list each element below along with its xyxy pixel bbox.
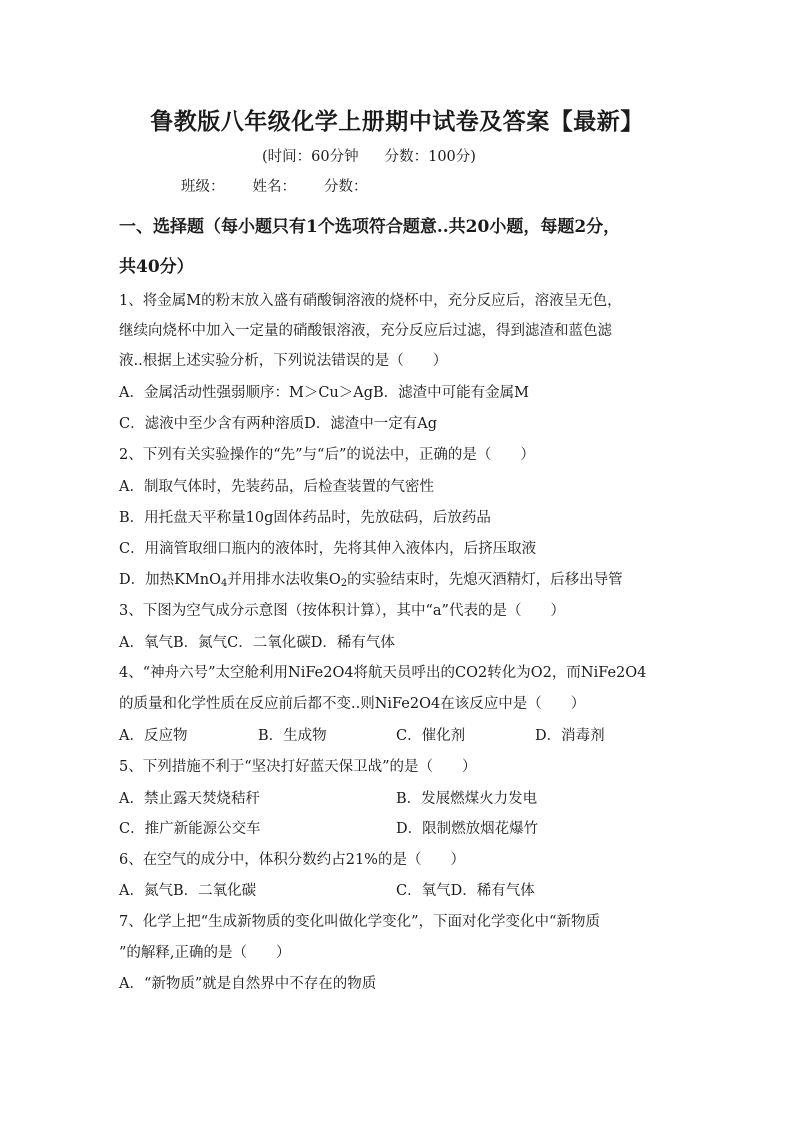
question-1-stem-line-1: 1、将金属M的粉末放入盛有硝酸铜溶液的烧杯中，充分反应后，溶液呈无色， [119, 293, 622, 309]
q6-options-ab: A．氮气B．二氧化碳 [119, 883, 257, 899]
section-heading-cont: 共40分） [119, 257, 194, 277]
q2-d-subscript-4: 4 [221, 578, 228, 589]
class-label: 班级： [181, 179, 225, 195]
question-3-stem: 3、下图为空气成分示意图（按体积计算），其中“a”代表的是（ ） [119, 603, 565, 619]
exam-time: (时间：60分钟 [262, 149, 359, 165]
question-6-stem: 6、在空气的成分中，体积分数约占21%的是（ ） [119, 852, 465, 868]
q5-option-b: B．发展燃煤火力发电 [396, 791, 538, 807]
score-label: 分数： [324, 179, 368, 195]
student-info-line [181, 175, 396, 196]
question-2-option-b: B．用托盘天平称量10g固体药品时，先放砝码，后放药品 [119, 510, 491, 526]
question-1-stem-line-3: 液..根据上述实验分析，下列说法错误的是（ ） [119, 353, 448, 369]
question-4-stem-line-1: 4、“神舟六号”太空舱利用NiFe2O4将航天员呼出的CO2转化为O2，而NiFe2O4 [119, 665, 647, 681]
question-2-option-a: A．制取气体时，先装药品，后检查装置的气密性 [119, 479, 434, 495]
question-1-options-ab: A．金属活动性强弱顺序：M＞Cu＞AgB．滤渣中可能有金属M [119, 385, 530, 401]
section-heading: 一、选择题（每小题只有1个选项符合题意..共20小题，每题2分， [119, 217, 621, 237]
q2-d-text-3: 的实验结束时，先熄灭酒精灯，后移出导管 [347, 572, 623, 588]
question-2-option-d [119, 571, 623, 593]
q4-option-a: A．反应物 [119, 728, 188, 744]
q2-d-text-1: D．加热KMnO [119, 572, 222, 588]
q4-option-b: B．生成物 [258, 728, 327, 744]
exam-total-score: 分数：100分) [384, 149, 476, 165]
q5-option-a: A．禁止露天焚烧秸秆 [119, 791, 260, 807]
question-1-stem-line-2: 继续向烧杯中加入一定量的硝酸银溶液，充分反应后过滤，得到滤渣和蓝色滤 [119, 323, 612, 339]
question-2-stem: 2、下列有关实验操作的“先”与“后”的说法中，正确的是（ ） [119, 447, 535, 463]
q5-option-d: D．限制燃放烟花爆竹 [396, 821, 539, 837]
question-7-option-a: A．“新物质”就是自然界中不存在的物质 [119, 976, 377, 992]
q2-d-text-2: 并用排水法收集O [227, 572, 341, 588]
q5-option-c: C．推广新能源公交车 [119, 821, 261, 837]
exam-time-score [262, 145, 476, 166]
question-5-stem: 5、下列措施不利于“坚决打好蓝天保卫战”的是（ ） [119, 759, 477, 775]
page-title: 鲁教版八年级化学上册期中试卷及答案【最新】 [150, 108, 644, 135]
question-1-options-cd: C．滤液中至少含有两种溶质D．滤渣中一定有Ag [119, 416, 437, 432]
question-3-options: A．氧气B．氮气C．二氧化碳D．稀有气体 [119, 635, 395, 651]
q4-option-c: C．催化剂 [396, 728, 466, 744]
name-label: 姓名： [252, 179, 296, 195]
question-2-option-c: C．用滴管取细口瓶内的液体时，先将其伸入液体内，后挤压取液 [119, 541, 537, 557]
question-7-stem-line-1: 7、化学上把“生成新物质的变化叫做化学变化”，下面对化学变化中“新物质 [119, 914, 600, 930]
question-4-stem-line-2: 的质量和化学性质在反应前后都不变..则NiFe2O4在该反应中是（ ） [119, 696, 586, 712]
q6-options-cd: C．氧气D．稀有气体 [396, 883, 535, 899]
q4-option-d: D．消毒剂 [535, 728, 605, 744]
question-7-stem-line-2: ”的解释,正确的是（ ） [119, 945, 291, 961]
q2-d-subscript-2: 2 [340, 578, 348, 589]
